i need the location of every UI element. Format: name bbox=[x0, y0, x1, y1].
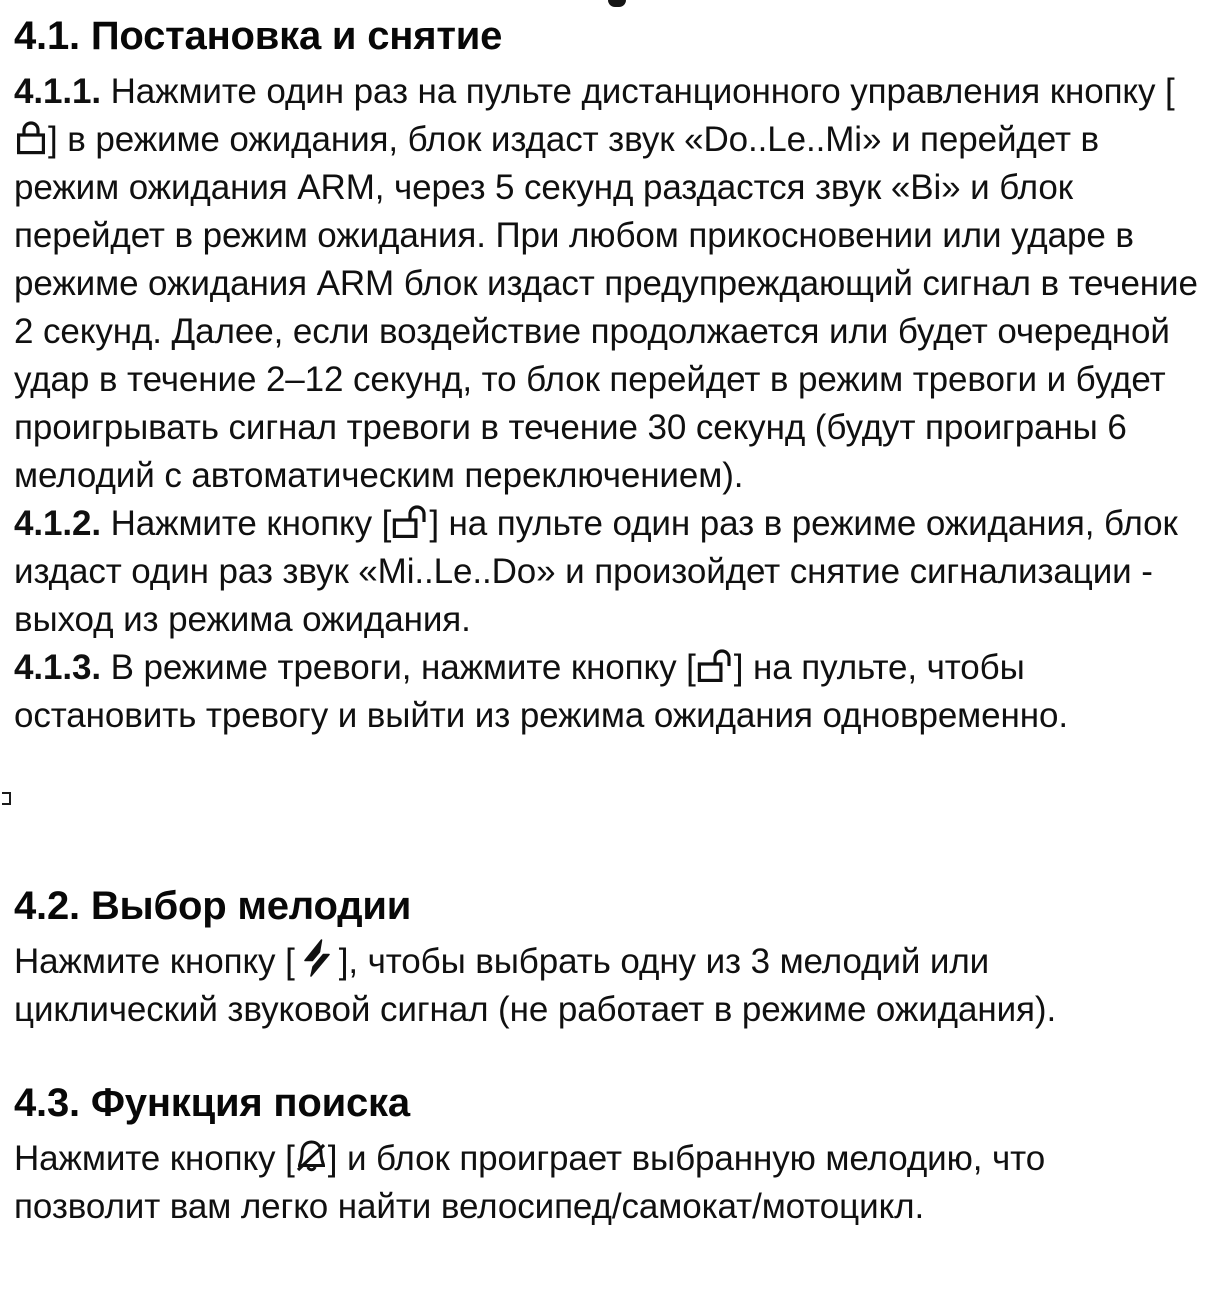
section-4-2 bbox=[14, 884, 411, 929]
lock-open-icon bbox=[696, 646, 734, 684]
left-margin-scan-artifact bbox=[2, 792, 11, 805]
paragraph-text-4-1-3-before: В режиме тревоги, нажмите кнопку [ bbox=[100, 648, 696, 687]
paragraph-number-4-1-3: 4.1.3. bbox=[14, 648, 101, 687]
paragraph-4-1-3 bbox=[14, 644, 1199, 740]
section-heading-4-2: 4.2. Выбор мелодии bbox=[14, 884, 412, 928]
paragraph-text-4-1-1-after: ] в режиме ожидания, блок издаст звук «Do..Le..Mi» и перейдет в режим ожидания ARM, через 5 секунд раздастся звук «Bi» и блок перейдет в режим ожидания. При любом прикосновении или ударе в режиме ожидания ARM блок издаст предупреждающий сигнал в течение 2 секунд. Далее, если воздействие продолжается или будет очередной удар в течение 2–12 секунд, то блок перейдет в режим тревоги и будет проигрывать сигнал тревоги в течение 30 секунд (будут проиграны 6 мелодий с автоматическим переключением). bbox=[14, 120, 1198, 495]
section-heading-4-3: 4.3. Функция поиска bbox=[14, 1081, 410, 1125]
paragraph-text-4-1-3-after: ] на пульте, чтобы остановить тревогу и выйти из режима ожидания одновременно. bbox=[14, 648, 1068, 735]
paragraph-text-4-1-2-before: Нажмите кнопку [ bbox=[100, 504, 392, 543]
section-4-3 bbox=[14, 1081, 410, 1126]
paragraph-text-4-2-1-before: Нажмите кнопку [ bbox=[14, 942, 295, 981]
lock-closed-icon bbox=[14, 118, 48, 156]
paragraph-number-4-1-2: 4.1.2. bbox=[14, 504, 101, 543]
paragraph-4-1-1 bbox=[14, 68, 1199, 500]
paragraph-text-4-1-1-before: Нажмите один раз на пульте дистанционного управления кнопку [ bbox=[100, 72, 1175, 111]
lock-open-icon bbox=[391, 502, 429, 540]
paragraph-text-4-2-1-after: ], чтобы выбрать одну из 3 мелодий или циклический звуковой сигнал (не работает в режиме ожидания). bbox=[14, 942, 1057, 1029]
lightning-bolt-icon bbox=[300, 938, 334, 978]
section-4-1-body bbox=[14, 68, 1200, 740]
section-4-3-body bbox=[14, 1135, 1200, 1231]
section-4-1 bbox=[14, 14, 502, 59]
section-heading-4-1: 4.1. Постановка и снятие bbox=[14, 14, 503, 58]
paragraph-text-4-3-1-after: ] и блок проиграет выбранную мелодию, что позволит вам легко найти велосипед/самокат/мотоцикл. bbox=[14, 1139, 1046, 1226]
paragraph-4-1-2 bbox=[14, 500, 1199, 644]
top-edge-scan-artifact bbox=[608, 0, 626, 7]
paragraph-number-4-1-1: 4.1.1. bbox=[14, 72, 101, 111]
paragraph-text-4-3-1-before: Нажмите кнопку [ bbox=[14, 1139, 295, 1178]
section-4-2-body bbox=[14, 938, 1200, 1034]
paragraph-text-4-1-2-after: ] на пульте один раз в режиме ожидания, блок издаст один раз звук «Mi..Le..Do» и произойдет снятие сигнализации - выход из режима ожидания. bbox=[14, 504, 1178, 639]
bell-slash-icon bbox=[295, 1137, 328, 1175]
paragraph-4-3-1 bbox=[14, 1135, 1199, 1231]
paragraph-4-2-1 bbox=[14, 938, 1199, 1034]
